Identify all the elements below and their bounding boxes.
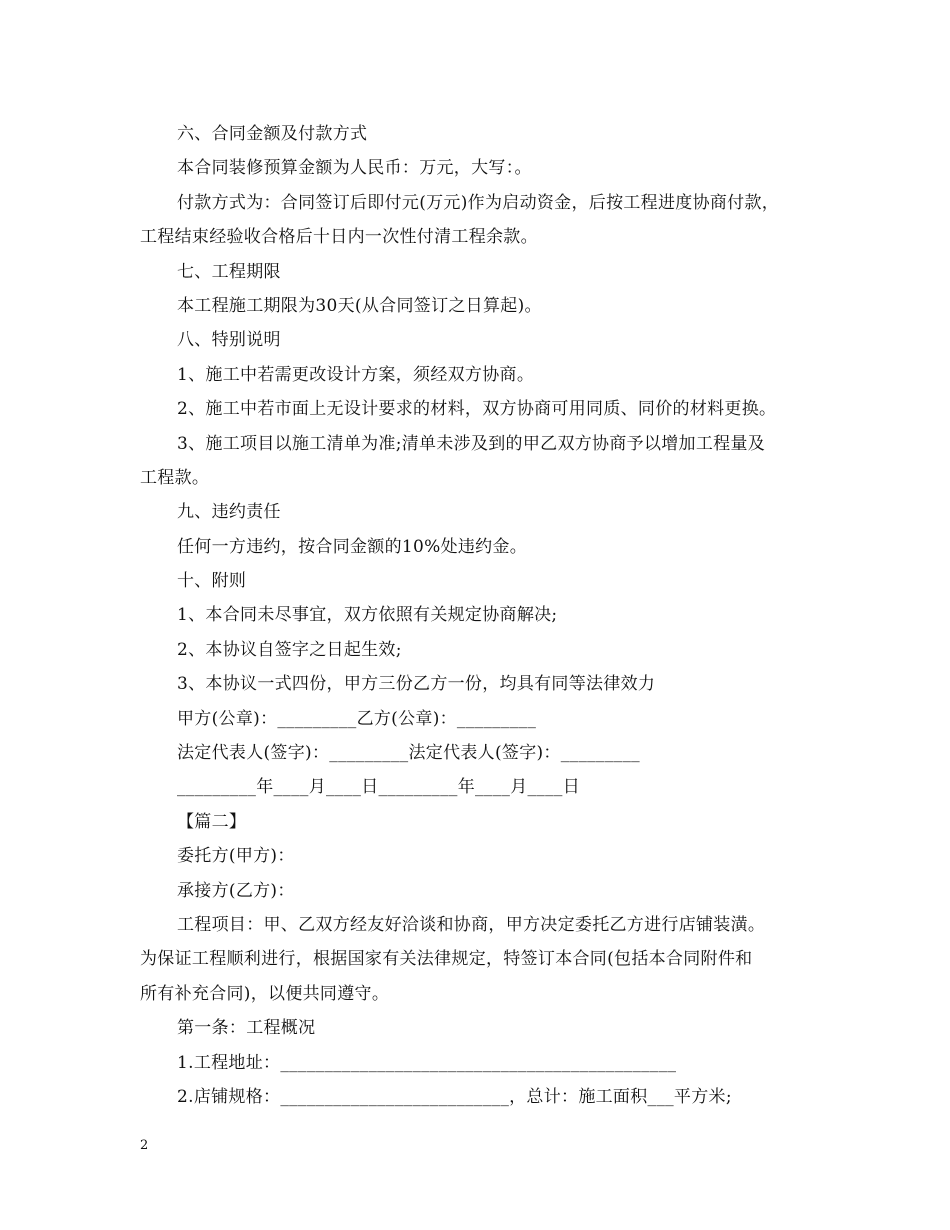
document-line: 承接方(乙方)： [177,880,295,901]
document-line: 甲方(公章)：_________乙方(公章)：_________ [177,708,537,729]
document-line: 九、违约责任 [177,502,281,523]
document-line: 3、施工项目以施工清单为准;清单未涉及到的甲乙双方协商予以增加工程量及 [177,433,766,454]
document-line: 付款方式为：合同签订后即付元(万元)作为启动资金，后按工程进度协商付款， [177,192,780,213]
document-line: 任何一方违约，按合同金额的10%处违约金。 [177,536,528,557]
document-line: 2、本协议自签字之日起生效; [177,639,402,660]
document-line: 委托方(甲方)： [177,846,295,867]
document-line: 工程项目：甲、乙双方经友好洽谈和协商，甲方决定委托乙方进行店铺装潢。 [177,914,766,935]
document-line: 3、本协议一式四份，甲方三份乙方一份，均具有同等法律效力 [177,674,656,695]
document-line: 2.店铺规格：__________________________，总计：施工面积___平方米; [177,1086,732,1107]
document-line: 2、施工中若市面上无设计要求的材料，双方协商可用同质、同价的材料更换。 [177,399,777,420]
document-line: 1.工程地址：_____________________________________________ [177,1052,677,1073]
document-body [140,117,810,1114]
document-line: 【篇二】 [177,811,247,832]
document-line: 法定代表人(签字)：_________法定代表人(签字)：_________ [177,743,640,764]
document-line: 本合同装修预算金额为人民币：万元，大写：。 [177,158,532,179]
page-number: 2 [140,1138,149,1153]
document-line: 六、合同金额及付款方式 [177,124,368,144]
document-line: 为保证工程顺利进行，根据国家有关法律规定，特签订本合同(包括本合同附件和 [140,949,753,970]
document-line: 工程款。 [140,467,210,488]
document-line: 1、施工中若需更改设计方案，须经双方协商。 [177,364,535,385]
document-line: 工程结束经验收合格后十日内一次性付清工程余款。 [140,227,538,248]
document-line: 十、附则 [177,571,247,592]
document-line: 1、本合同未尽事宜，双方依照有关规定协商解决; [177,605,558,626]
document-line: 第一条：工程概况 [177,1018,316,1039]
document-line: _________年____月____日_________年____月____日 [177,777,580,798]
document-line: 所有补充合同)，以便共同遵守。 [140,983,390,1004]
document-line: 七、工程期限 [177,261,281,282]
document-line: 八、特别说明 [177,330,281,351]
document-line: 本工程施工期限为30天(从合同签订之日算起)。 [177,295,542,316]
